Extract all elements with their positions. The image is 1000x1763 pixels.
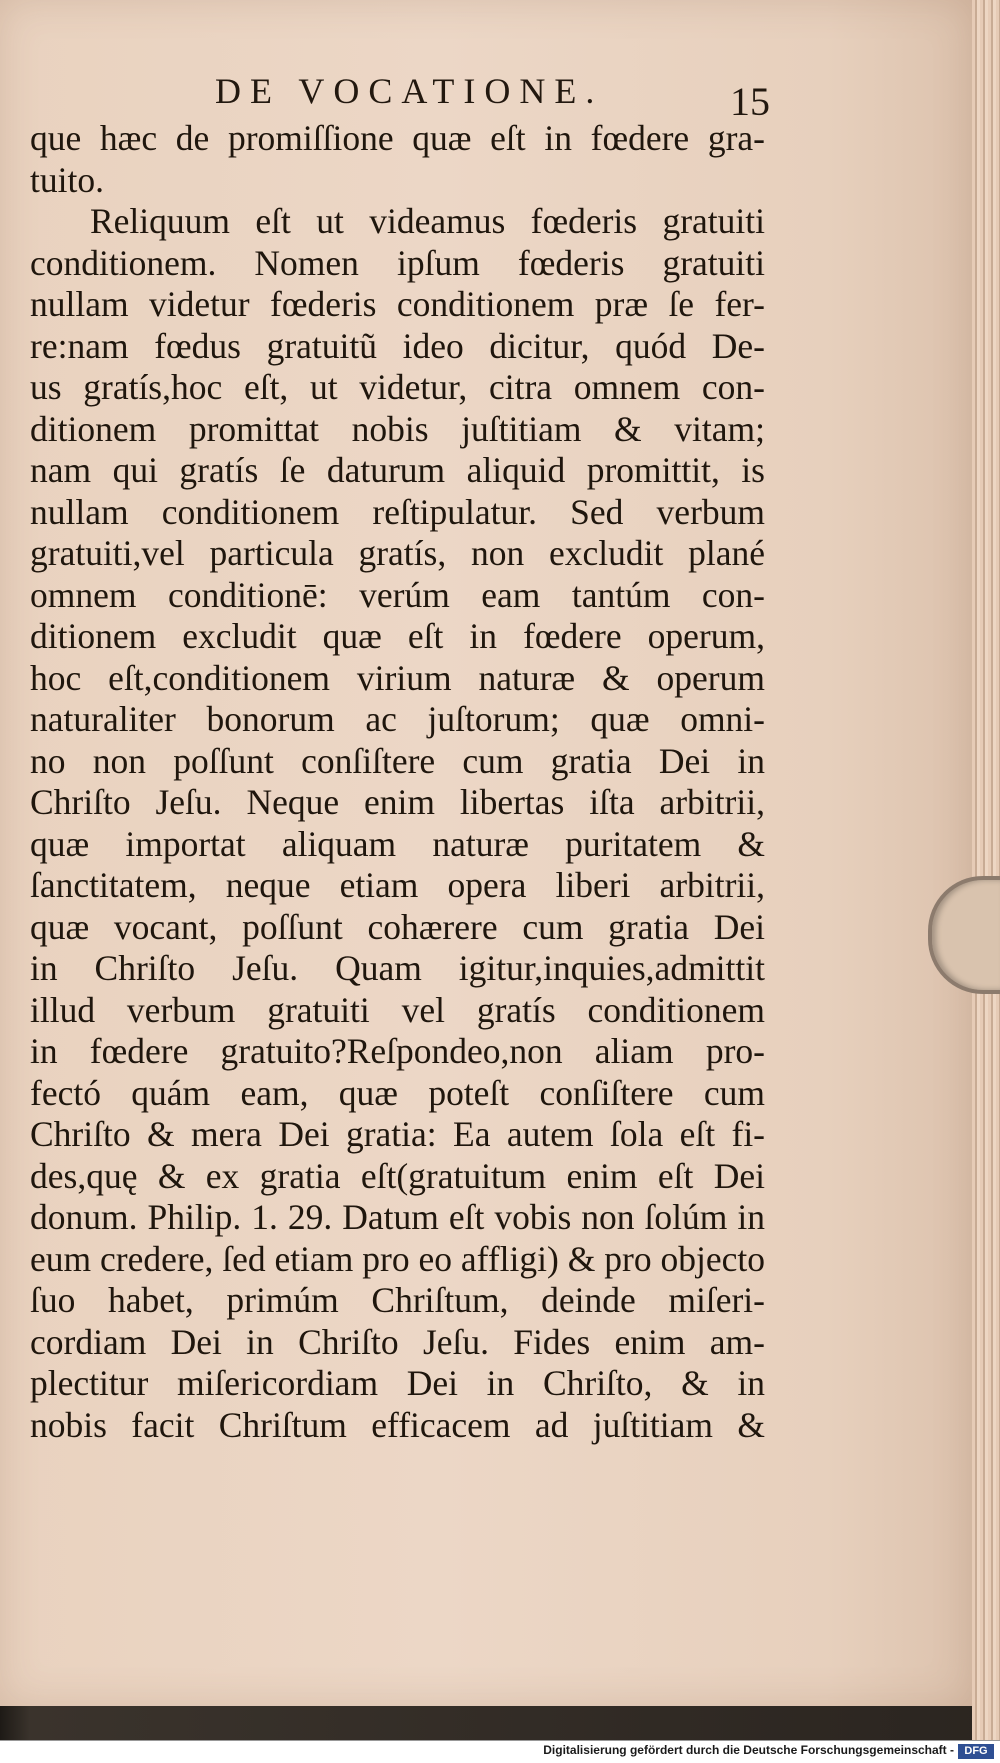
text-line: nullam videtur fœderis conditionem præ ſe fer- <box>30 284 765 324</box>
text-line: Reliquum eſt ut videamus fœderis gratuiti <box>90 201 765 241</box>
text-line: omnem conditionē: verúm eam tantúm con- <box>30 574 765 615</box>
text-line: conditionem. Nomen ipſum fœderis gratuiti <box>30 242 765 283</box>
digitization-footer <box>0 1740 1000 1763</box>
text-line: Chriſto & mera Dei gratia: Ea autem ſola eſt fi- <box>30 1114 765 1154</box>
text-line: in Chriſto Jeſu. Quam igitur,inquies,admittit <box>30 948 765 988</box>
text-line: des,quę & ex gratia eſt(gratuitum enim eſt Dei <box>30 1155 765 1196</box>
text-line: ſuo habet, primúm Chriſtum, deinde miſeri- <box>30 1280 765 1320</box>
text-line: in fœdere gratuito?Reſpondeo,non aliam pro- <box>30 1031 765 1071</box>
text-line: us gratís,hoc eſt, ut videtur, citra omnem con- <box>30 367 765 407</box>
text-line: ditionem excludit quæ eſt in fœdere operum, <box>30 616 765 656</box>
text-line: Chriſto Jeſu. Neque enim libertas iſta arbitrii, <box>30 782 765 822</box>
dfg-logo: DFG <box>958 1744 994 1759</box>
text-line: quæ vocant, poſſunt cohærere cum gratia Dei <box>30 906 765 947</box>
text-line: cordiam Dei in Chriſto Jeſu. Fides enim am- <box>30 1321 765 1362</box>
text-line: nobis facit Chriſtum efficacem ad juſtitiam & <box>30 1404 765 1445</box>
text-line: eum credere, ſed etiam pro eo affligi) & pro objecto <box>30 1238 765 1279</box>
funding-credit: Digitalisierung gefördert durch die Deutsche Forschungsgemeinschaft - <box>543 1743 954 1757</box>
text-line: plectitur miſericordiam Dei in Chriſto, & in <box>30 1363 765 1403</box>
running-title: DE VOCATIONE. <box>215 71 604 111</box>
running-head <box>0 70 860 124</box>
body-text <box>30 118 765 1446</box>
text-line: ſanctitatem, neque etiam opera liberi arbitrii, <box>30 865 765 905</box>
text-line: ditionem promittat nobis juſtitiam & vitam; <box>30 408 765 449</box>
text-line: donum. Philip. 1. 29. Datum eſt vobis non ſolúm in <box>30 1197 765 1237</box>
text-line: nullam conditionem reſtipulatur. Sed verbum <box>30 491 765 532</box>
text-line: tuito. <box>30 159 104 200</box>
text-line: hoc eſt,conditionem virium naturæ & operum <box>30 657 765 698</box>
text-line: naturaliter bonorum ac juſtorum; quæ omni- <box>30 699 765 739</box>
text-line: gratuiti,vel particula gratís, non excludit plané <box>30 533 765 573</box>
text-line: no non poſſunt conſiſtere cum gratia Dei in <box>30 740 765 781</box>
text-line: illud verbum gratuiti vel gratís conditionem <box>30 989 765 1030</box>
text-line: fectó quám eam, quæ poteſt conſiſtere cum <box>30 1072 765 1113</box>
text-line: que hæc de promiſſione quæ eſt in fœdere gra- <box>30 118 765 158</box>
text-line: re:nam fœdus gratuitũ ideo dicitur, quód De- <box>30 325 765 366</box>
text-line: quæ importat aliquam naturæ puritatem & <box>30 823 765 864</box>
page-number: 15 <box>730 79 770 124</box>
text-line: nam qui gratís ſe daturum aliquid promittit, is <box>30 450 765 490</box>
